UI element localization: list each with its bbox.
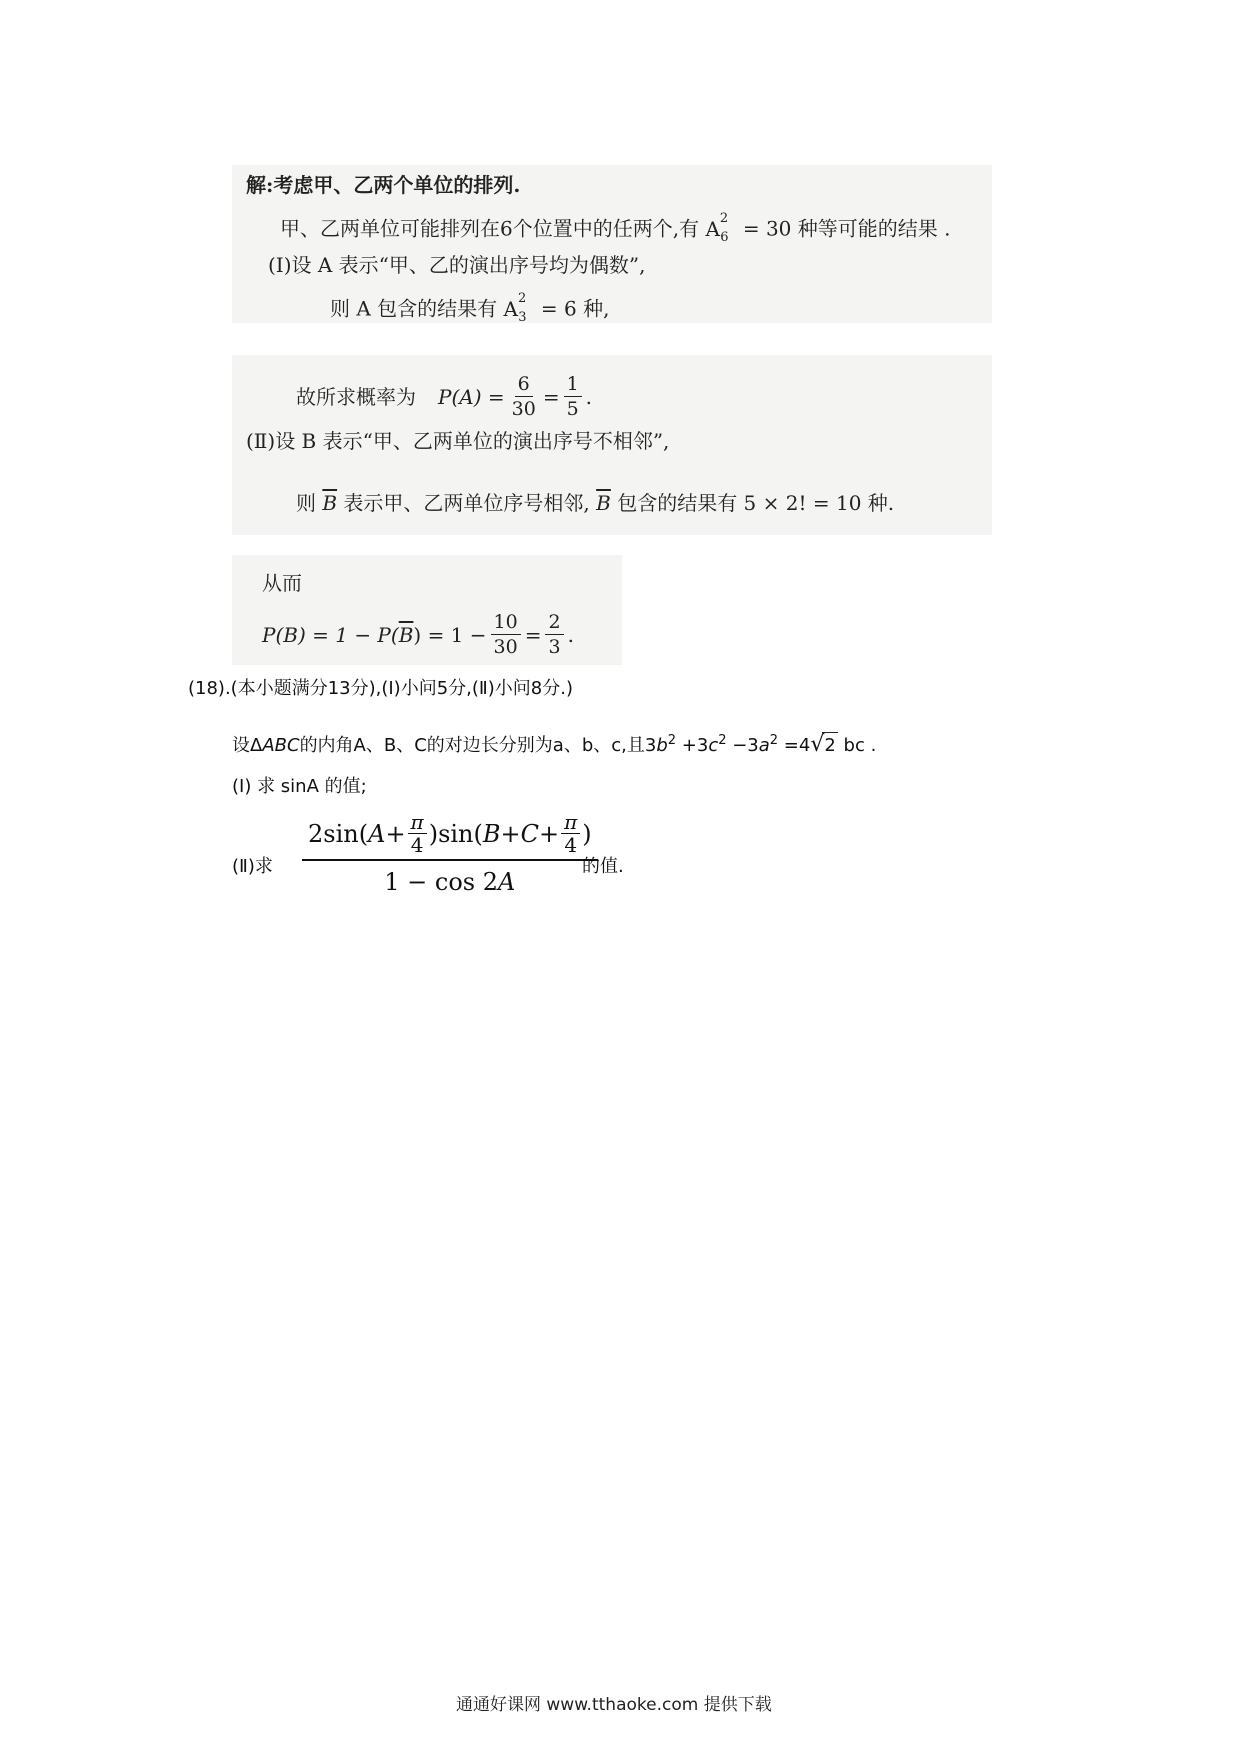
solution-line-5: 故所求概率为 P(A) = $\frac{6}{30}$ = $\frac{1}{5}$ . xyxy=(296,373,593,420)
question-header: (18).(本小题满分13分),(Ⅰ)小问5分,(Ⅱ)小问8分.) xyxy=(188,678,573,699)
question-part-2-suffix: 的值. xyxy=(582,856,624,877)
solution-line-6: (Ⅱ)设 B 表示“甲、乙两单位的演出序号不相邻”, xyxy=(246,429,670,453)
question-part-1: (Ⅰ) 求 sinA 的值; xyxy=(232,776,367,797)
complement-b-2: $\overline{B}$ xyxy=(596,491,611,515)
fraction-10-30: $\frac{10}{30}$ xyxy=(491,612,521,657)
complement-b: $\overline{B}$ xyxy=(322,491,338,515)
solution-line-1: 解:考虑甲、乙两个单位的排列. xyxy=(246,173,521,197)
trig-expression-fraction: 2sin( A + $\frac{\pi}{4}$ )sin( B + C + $\frac{\pi}{4}$ ) 1 − cos 2A xyxy=(302,812,598,897)
solution-line-7: 则 $\overline{B}$ 表示甲、乙两单位序号相邻, $\overline{B}$ 包含的结果有 5 × 2! = 10 种. xyxy=(296,491,895,515)
solution-line-4: 则 A 包含的结果有 $A^2_3 = 6$ 种, xyxy=(330,291,610,325)
pi-over-4-second: $\frac{\pi}{4}$ xyxy=(561,812,580,855)
solution-line-8: 从而 xyxy=(262,571,302,595)
fraction-1-5: $\frac{1}{5}$ xyxy=(564,374,582,419)
question-statement: 设ΔABC的内角A、B、C的对边长分别为a、b、c,且$3b^2 +3c^2 -3a^2 =4√2$ bc . xyxy=(232,732,877,757)
permutation-a32: $A^2_3$ xyxy=(503,291,527,325)
footer-source: 通通好课网 www.tthaoke.com 提供下载 xyxy=(456,1695,772,1715)
permutation-a62: $A^2_6$ xyxy=(705,211,729,245)
fraction-2-3: $\frac{2}{3}$ xyxy=(545,612,563,657)
fraction-6-30: $\frac{6}{30}$ xyxy=(511,373,536,420)
complement-b-3: $\overline{B}$ xyxy=(398,622,414,647)
solution-line-3: (Ⅰ)设 A 表示“甲、乙的演出序号均为偶数”, xyxy=(268,253,646,277)
pi-over-4: $\frac{\pi}{4}$ xyxy=(408,812,427,855)
solution-line-2: 甲、乙两单位可能排列在6个位置中的任两个,有 $A^2_6 = 30$ 种等可能的结果 . xyxy=(280,211,951,245)
question-part-2-label: (Ⅱ)求 xyxy=(232,856,273,877)
sqrt-2: 2 xyxy=(822,732,837,759)
solution-line-9: P(B) = 1 − P( $\overline{B}$ ) = 1 − $\frac{10}{30}$ = $\frac{2}{3}$ . xyxy=(262,611,574,658)
